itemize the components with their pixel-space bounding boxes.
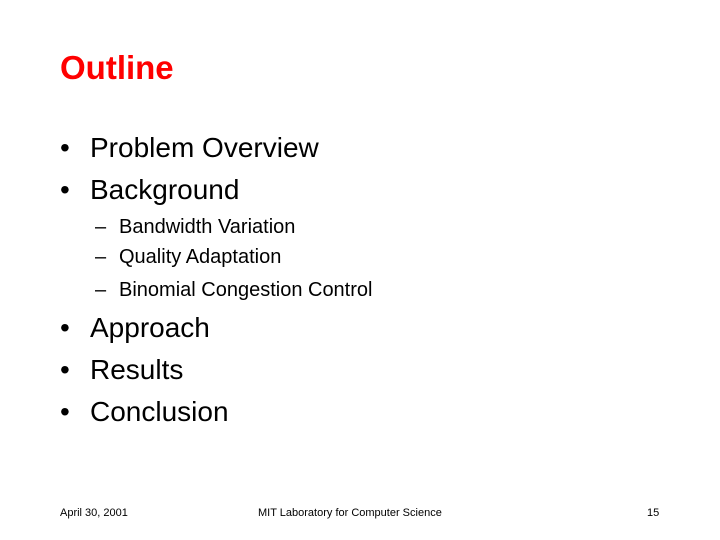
bullet-item-background bbox=[60, 173, 239, 207]
sub-bullet-item-quality-adaptation bbox=[95, 245, 281, 269]
footer-page-number: 15 bbox=[647, 507, 660, 519]
bullet-text: Approach bbox=[90, 312, 210, 343]
sub-bullet-text: Bandwidth Variation bbox=[119, 216, 296, 238]
bullet-marker: • bbox=[60, 396, 70, 427]
bullet-item-results bbox=[60, 353, 183, 387]
sub-bullet-item-bandwidth-variation bbox=[95, 215, 295, 239]
sub-bullet-marker: – bbox=[95, 216, 107, 238]
bullet-text: Results bbox=[90, 354, 184, 385]
bullet-item-conclusion bbox=[60, 395, 229, 429]
bullet-text: Conclusion bbox=[90, 396, 229, 427]
bullet-text: Background bbox=[90, 174, 240, 205]
sub-bullet-item-binomial-congestion-control bbox=[95, 278, 372, 302]
bullet-item-problem-overview bbox=[60, 131, 319, 165]
footer-date: April 30, 2001 bbox=[60, 507, 128, 519]
bullet-marker: • bbox=[60, 174, 70, 205]
bullet-item-approach bbox=[60, 311, 210, 345]
sub-bullet-marker: – bbox=[95, 246, 107, 268]
slide-title: Outline bbox=[60, 49, 174, 86]
footer-organization: MIT Laboratory for Computer Science bbox=[258, 507, 442, 519]
bullet-marker: • bbox=[60, 132, 70, 163]
sub-bullet-text: Quality Adaptation bbox=[119, 246, 282, 268]
bullet-text: Problem Overview bbox=[90, 132, 319, 163]
bullet-marker: • bbox=[60, 354, 70, 385]
sub-bullet-text: Binomial Congestion Control bbox=[119, 279, 373, 301]
sub-bullet-marker: – bbox=[95, 279, 107, 301]
bullet-marker: • bbox=[60, 312, 70, 343]
